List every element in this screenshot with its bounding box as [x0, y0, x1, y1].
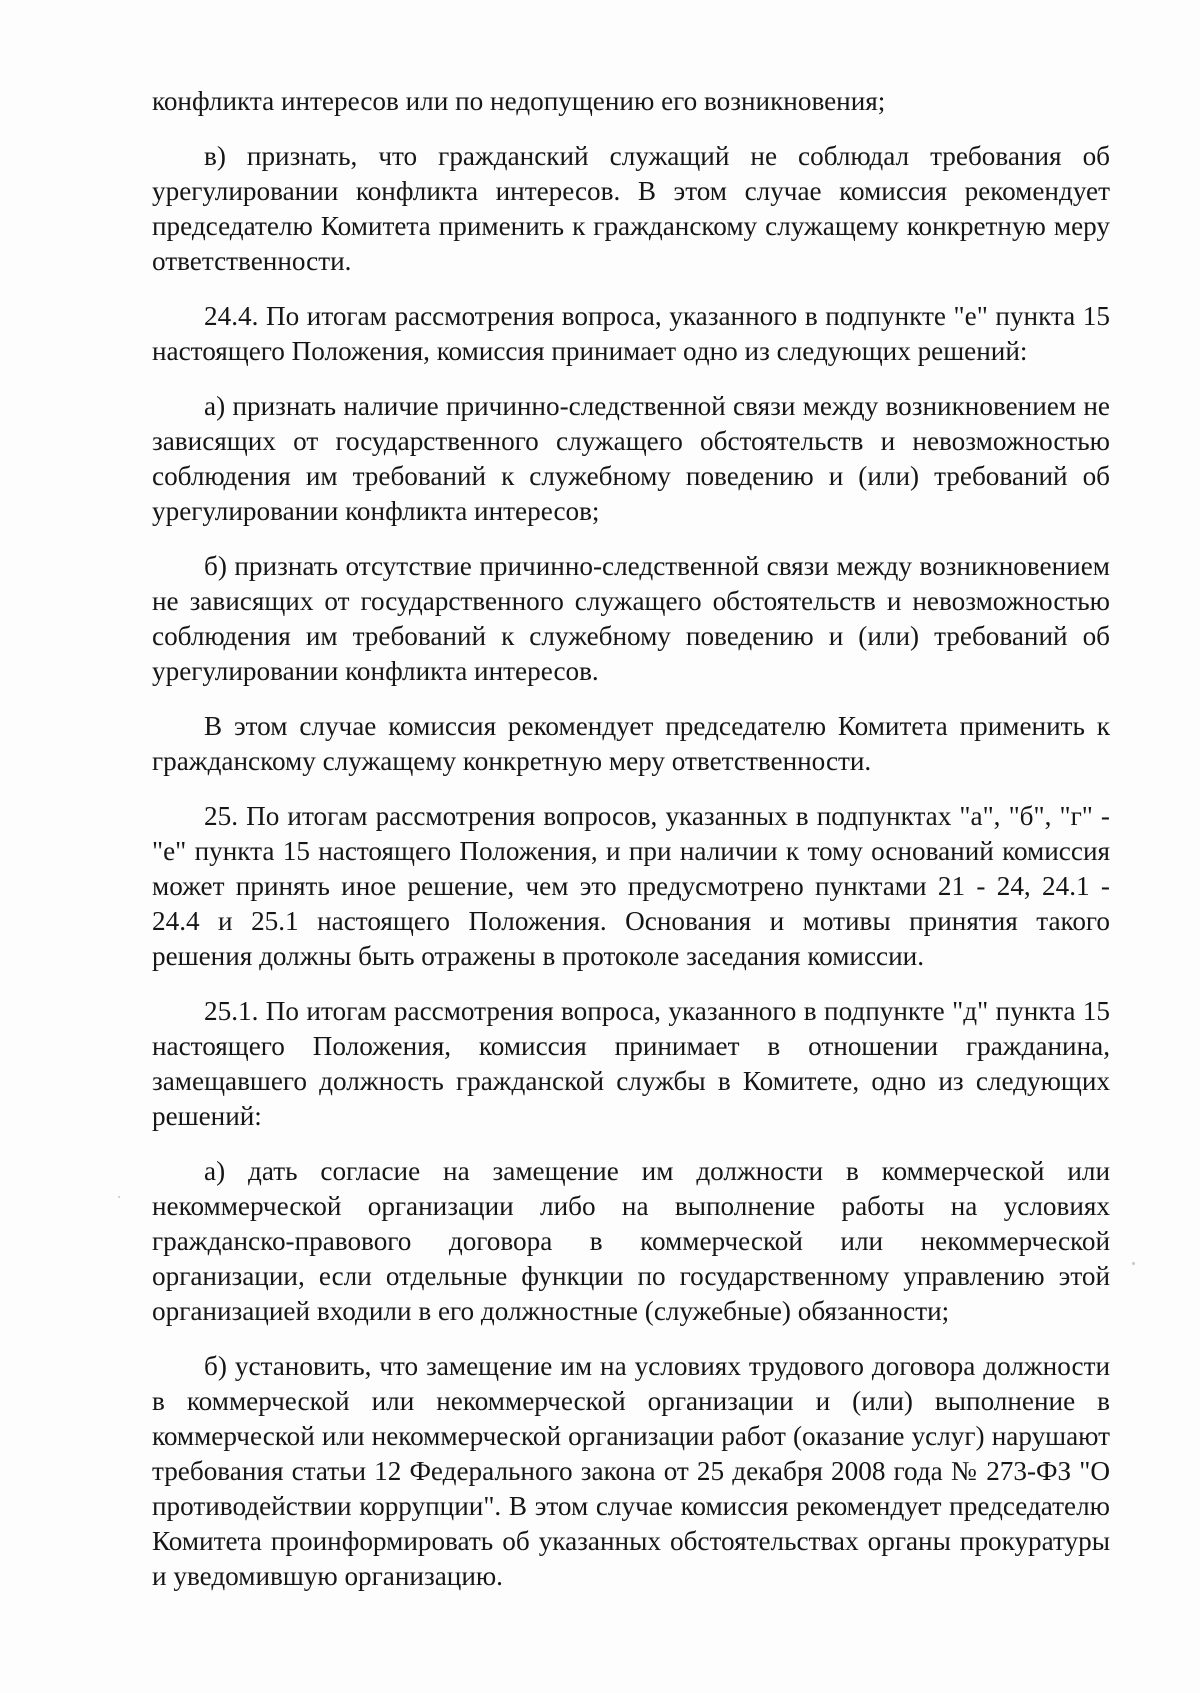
paragraph-continuation: конфликта интересов или по недопущению его возникновения;: [152, 86, 886, 116]
paragraph-25-1: 25.1. По итогам рассмотрения вопроса, указанного в подпункте "д" пункта 15 настоящего Положения, комиссия принимает в отношении гражданина, замещавшего должность гражданской службы в Комитете, одно из следующих решений:: [152, 996, 1110, 1131]
document-body: [152, 84, 1110, 1614]
paragraph-25-1-a: а) дать согласие на замещение им должности в коммерческой или некоммерческой организации либо на выполнение работы на условиях гражданско-правового договора в коммерческой или некоммерческой организации, если отдельные функции по государственному управлению этой организацией входили в его должностные (служебные) обязанности;: [152, 1156, 1110, 1326]
paragraph-25: 25. По итогам рассмотрения вопросов, указанных в подпунктах "а", "б", "г" - "е" пункта 15 настоящего Положения, и при наличии к тому оснований комиссия может принять иное решение, чем это предусмотрено пунктами 21 - 24, 24.1 - 24.4 и 25.1 настоящего Положения. Основания и мотивы принятия такого решения должны быть отражены в протоколе заседания комиссии.: [152, 801, 1110, 971]
paragraph-24-4-a: а) признать наличие причинно-следственной связи между возникновением не зависящих от государственного служащего обстоятельств и невозможностью соблюдения им требований к служебному поведению и (или) требований об урегулировании конфликта интересов;: [152, 391, 1110, 526]
paragraph-25-1-b: б) установить, что замещение им на условиях трудового договора должности в коммерческой или некоммерческой организации и (или) выполнение в коммерческой или некоммерческой организации работ (оказание услуг) нарушают требования статьи 12 Федерального закона от 25 декабря 2008 года № 273-ФЗ "О противодействии коррупции". В этом случае комиссия рекомендует председателю Комитета проинформировать об указанных обстоятельствах органы прокуратуры и уведомившую организацию.: [152, 1351, 1110, 1591]
scan-speck: [118, 1196, 120, 1198]
paragraph-recommendation: В этом случае комиссия рекомендует председателю Комитета применить к гражданскому служащему конкретную меру ответственности.: [152, 711, 1110, 776]
scan-speck: [1132, 1262, 1135, 1265]
paragraph-24-4-b: б) признать отсутствие причинно-следственной связи между возникновением не зависящих от государственного служащего обстоятельств и невозможностью соблюдения им требований к служебному поведению и (или) требований об урегулировании конфликта интересов.: [152, 551, 1110, 686]
paragraph-24-4: 24.4. По итогам рассмотрения вопроса, указанного в подпункте "е" пункта 15 настоящего Положения, комиссия принимает одно из следующих решений:: [152, 301, 1110, 366]
paragraph-item-v: в) признать, что гражданский служащий не соблюдал требования об урегулировании конфликта интересов. В этом случае комиссия рекомендует председателю Комитета применить к гражданскому служащему конкретную меру ответственности.: [152, 141, 1110, 276]
